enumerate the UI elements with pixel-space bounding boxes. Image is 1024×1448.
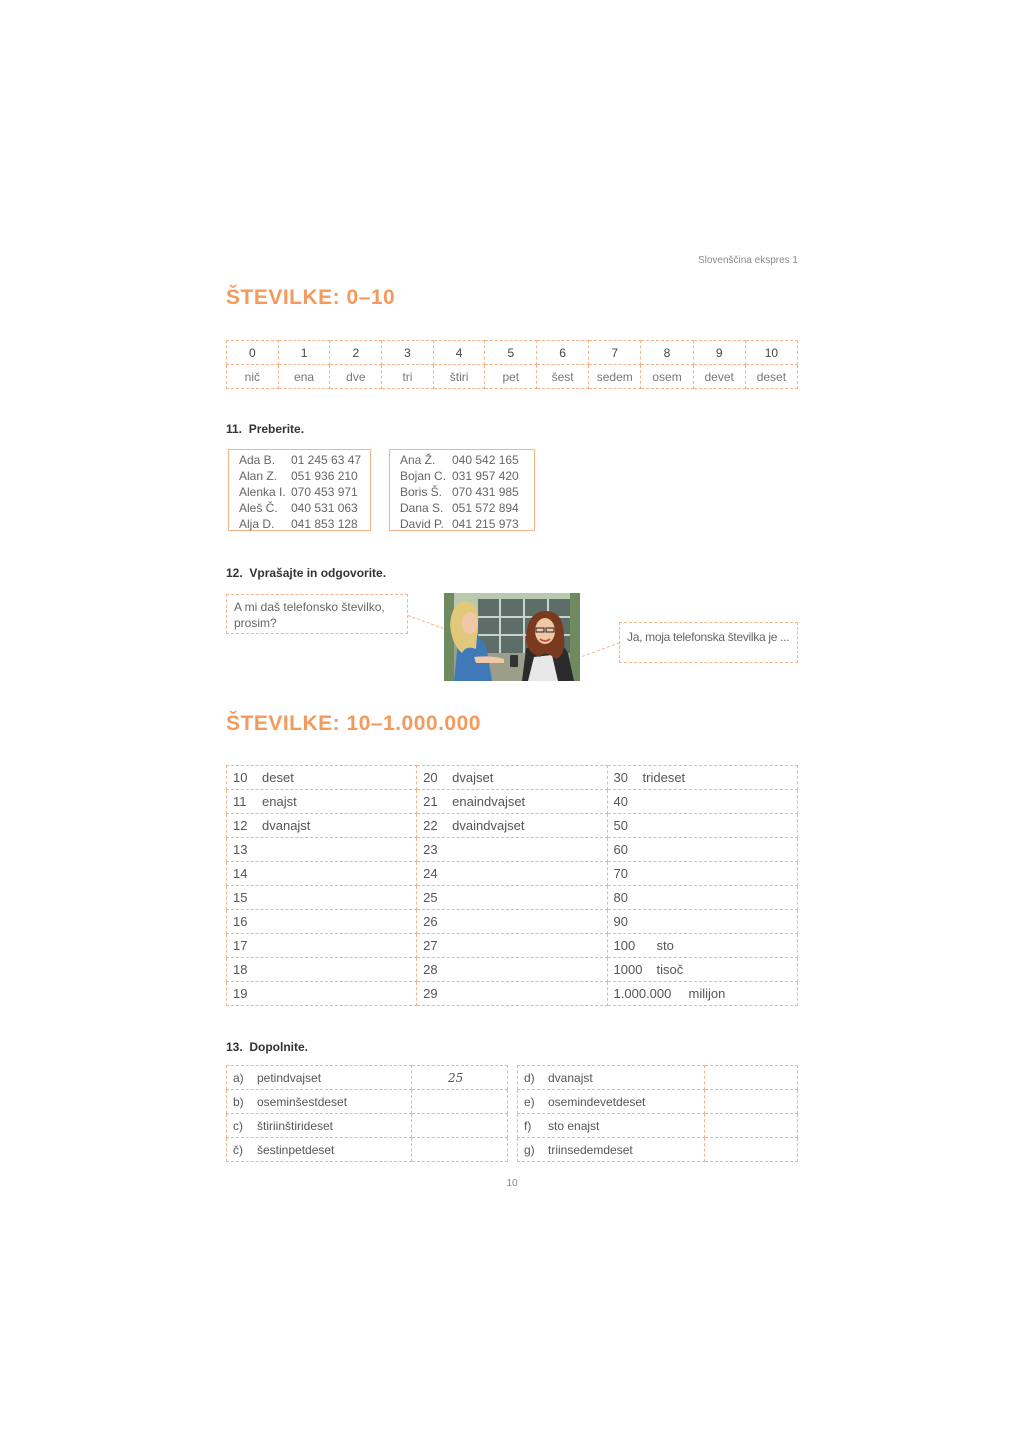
phone-entry [400,500,524,516]
number-cell [227,982,417,1006]
contact-name: Dana S. [400,501,444,515]
answer-field[interactable]: 25 [412,1066,508,1090]
number-cell: 3 [382,341,433,365]
answer-field[interactable] [705,1114,798,1138]
phone-number: 070 431 985 [452,485,519,499]
photo-illustration [444,593,580,681]
phone-entry [239,452,360,468]
number: 21 [423,794,438,809]
number-cell [607,790,797,814]
table-row [227,1090,508,1114]
task-instruction: Preberite. [248,422,305,436]
number-cell [607,862,797,886]
table-row [227,766,798,790]
phone-number: 070 453 971 [291,485,358,499]
numbers-0-10-table [226,340,798,389]
number-cell [227,958,417,982]
number: 14 [233,866,248,881]
book-title: Slovenščina ekspres 1 [697,255,798,266]
word-cell: tri [382,365,433,389]
item-letter: d) [524,1070,535,1085]
phone-number: 031 957 420 [452,469,519,483]
table-row [227,958,798,982]
words-row [227,365,798,389]
number-cell [607,886,797,910]
table-row [227,790,798,814]
number: 40 [613,794,628,809]
phone-entry [400,484,524,500]
number-word: tisoč [656,962,684,977]
phone-entry [400,516,524,532]
table-row [518,1066,798,1090]
word-cell: sedem [589,365,641,389]
number-word: enaindvajset [452,794,526,809]
number: 19 [233,986,248,1001]
answer-field[interactable] [412,1138,508,1162]
number-cell [227,814,417,838]
item-word: štiriinštirideset [257,1118,334,1133]
number: 23 [423,842,438,857]
phone-entry [239,468,360,484]
task-instruction: Dopolnite. [249,1040,309,1054]
contact-name: Alenka I. [239,485,286,499]
number: 70 [613,866,628,881]
number-cell [607,958,797,982]
number-cell [227,886,417,910]
number: 50 [613,818,628,833]
number-word: dvaindvajset [452,818,525,833]
task-11-heading [226,422,304,436]
phone-entry [239,516,360,532]
table-row [227,982,798,1006]
bubble-pointer [582,642,620,657]
contact-name: Ada B. [239,453,276,467]
number-cell: 0 [227,341,279,365]
number-cell [607,766,797,790]
number-cell [607,838,797,862]
number-cell: 1 [278,341,330,365]
table-row [518,1114,798,1138]
item-letter: e) [524,1094,535,1109]
number-cell [417,814,607,838]
number: 29 [423,986,438,1001]
item-letter: g) [524,1142,535,1157]
number-word: milijon [688,986,726,1001]
number: 25 [423,890,438,905]
two-women-talking-photo [444,593,580,681]
number-cell: 5 [485,341,537,365]
number-cell [227,910,417,934]
table-row [227,1114,508,1138]
number: 26 [423,914,438,929]
number-cell: 9 [693,341,745,365]
number-word: dvajset [452,770,494,785]
item-word: petindvajset [257,1070,322,1085]
word-cell: štiri [433,365,485,389]
table-row [227,886,798,910]
phone-list-right [389,449,535,531]
number-word: dvanajst [262,818,311,833]
exercise-item [227,1066,412,1090]
exercise-item [227,1138,412,1162]
numbers-10-1000000-table [226,765,798,1006]
speech-bubble-answer: Ja, moja telefonska številka je ... [619,622,798,663]
phone-number: 040 542 165 [452,453,519,467]
number: 22 [423,818,438,833]
number-word: enajst [262,794,297,809]
number-cell [417,766,607,790]
number-cell [417,958,607,982]
table-row [227,838,798,862]
phone-list-left [228,449,371,531]
exercise-item [227,1090,412,1114]
contact-name: David P. [400,517,444,531]
number: 15 [233,890,248,905]
phone-number: 041 853 128 [291,517,358,531]
contact-name: Boris Š. [400,485,443,499]
item-word: šestinpetdeset [257,1142,335,1157]
table-row [227,934,798,958]
numbers-row [227,341,798,365]
number-cell [227,934,417,958]
number-cell: 6 [537,341,589,365]
number: 13 [233,842,248,857]
phone-number: 051 572 894 [452,501,519,515]
number-cell: 8 [641,341,693,365]
number: 20 [423,770,438,785]
table-row [227,1066,508,1090]
number-cell [417,886,607,910]
bubble-pointer [408,615,444,629]
number-word: trideset [642,770,686,785]
contact-name: Ana Ž. [400,453,436,467]
item-letter: f) [524,1118,532,1133]
answer-field[interactable] [705,1138,798,1162]
exercise-item [518,1114,705,1138]
number-cell [417,982,607,1006]
number-cell [227,790,417,814]
word-cell: osem [641,365,693,389]
number: 90 [613,914,628,929]
contact-name: Bojan C. [400,469,447,483]
number-cell [607,910,797,934]
word-cell: šest [537,365,589,389]
task-12-heading [226,566,386,580]
number: 80 [613,890,628,905]
phone-entry [239,484,360,500]
phone-number: 051 936 210 [291,469,358,483]
item-word: oseminšestdeset [257,1094,348,1109]
item-word: dvanajst [548,1070,593,1085]
word-cell: nič [227,365,279,389]
number: 27 [423,938,438,953]
number: 30 [613,770,628,785]
exercise-item [518,1138,705,1162]
item-letter: a) [233,1070,244,1085]
number: 12 [233,818,248,833]
item-word: triinsedemdeset [548,1142,633,1157]
fill-in-table-right [517,1065,798,1162]
number: 100 [613,938,636,953]
answer-field[interactable] [705,1090,798,1114]
number-cell [417,934,607,958]
word-cell: pet [485,365,537,389]
number: 24 [423,866,438,881]
number-cell [417,790,607,814]
number: 10 [233,770,248,785]
word-cell: ena [278,365,330,389]
section-title-0-10: ŠTEVILKE: 0–10 [226,286,396,309]
table-row [227,910,798,934]
number-cell [417,910,607,934]
number: 60 [613,842,628,857]
exercise-item [518,1066,705,1090]
item-word: sto enajst [548,1118,600,1133]
number-cell: 10 [745,341,797,365]
word-cell: devet [693,365,745,389]
section-title-10-1000000: ŠTEVILKE: 10–1.000.000 [226,712,481,735]
task-instruction: Vprašajte in odgovorite. [249,566,387,580]
number-cell [607,982,797,1006]
number: 1.000.000 [613,986,672,1001]
contact-name: Aleš Č. [239,501,278,515]
phone-entry [400,468,524,484]
phone-entry [239,500,360,516]
table-row [227,1138,508,1162]
number-cell [227,766,417,790]
answer-field[interactable] [705,1066,798,1090]
item-letter: b) [233,1094,244,1109]
item-word: osemindevetdeset [548,1094,646,1109]
fill-in-table-left [226,1065,508,1162]
number: 18 [233,962,248,977]
task-13-heading [226,1040,308,1054]
task-number: 12. [226,566,243,580]
number: 16 [233,914,248,929]
table-row [227,814,798,838]
table-row [518,1090,798,1114]
phone-number: 01 245 63 47 [291,453,362,467]
table-row [518,1138,798,1162]
number: 28 [423,962,438,977]
number-cell: 2 [330,341,382,365]
answer-field[interactable] [412,1114,508,1138]
task-number: 13. [226,1040,243,1054]
number-word: sto [656,938,674,953]
answer-field[interactable] [412,1090,508,1114]
number-cell: 7 [589,341,641,365]
number: 11 [233,794,247,809]
exercise-item [227,1114,412,1138]
number-cell: 4 [433,341,485,365]
word-cell: deset [745,365,797,389]
item-letter: č) [233,1142,243,1157]
number-word: deset [262,770,294,785]
exercise-item [518,1090,705,1114]
phone-number: 041 215 973 [452,517,519,531]
number-cell [607,934,797,958]
number: 1000 [613,962,643,977]
item-letter: c) [233,1118,243,1133]
task-number: 11. [226,422,243,436]
word-cell: dve [330,365,382,389]
number-cell [227,862,417,886]
contact-name: Alja D. [239,517,275,531]
number-cell [417,838,607,862]
number-cell [417,862,607,886]
phone-entry [400,452,524,468]
speech-bubble-question: A mi daš telefonsko številko, prosim? [226,594,408,634]
number-cell [607,814,797,838]
page-number: 10 [506,1178,518,1189]
table-row [227,862,798,886]
number: 17 [233,938,248,953]
contact-name: Alan Z. [239,469,278,483]
number-cell [227,838,417,862]
phone-number: 040 531 063 [291,501,358,515]
